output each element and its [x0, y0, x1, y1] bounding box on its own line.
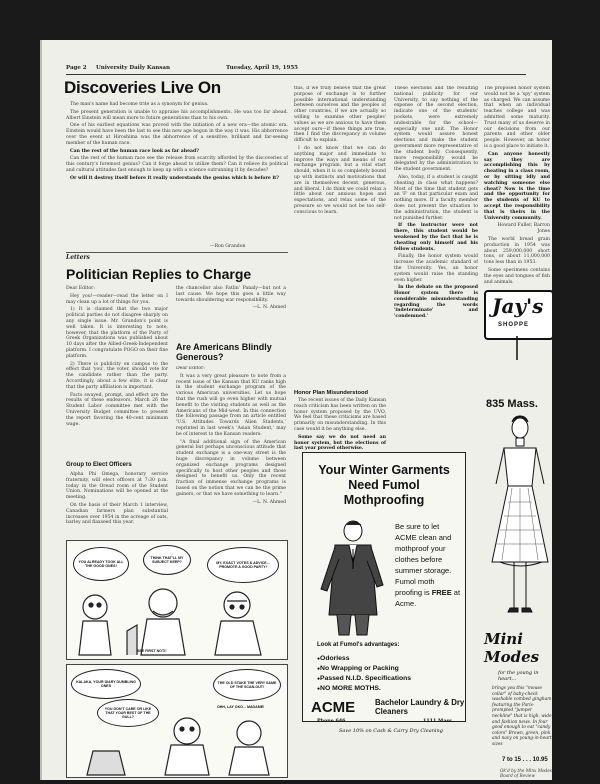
- editorial-signature: —Ron Grandon: [210, 244, 246, 249]
- masthead: [66, 64, 526, 75]
- mini-modes-tagline: for the young in heart...: [498, 670, 539, 682]
- letters-label: Letters: [66, 254, 90, 261]
- issue-date: Tuesday, April 19, 1955: [226, 65, 298, 71]
- paper-name: University Daily Kansan: [96, 65, 170, 71]
- column-three: [294, 86, 386, 386]
- jays-logo-stem: [510, 336, 524, 360]
- speech-bubble: THINK THAT'LL MY SUBJECT KEEP?: [143, 545, 191, 575]
- ad-pitch-text: Be sure to let ACME clean and mothproof your clothes before summer storage. Fumol moth proofing is: [395, 522, 452, 597]
- column-bold-paragraph: If the instructor were not there, this student would be weakened by the fact that he is cheating only himself and his fellow students.: [394, 223, 478, 252]
- letter-paragraph: 1) It is claimed that the two major political parties do not disagree sharply on any single issue. Mr. Grandon's point is well taken. It is interesting to note, however, that the platform of the Party of Greek Organizations was published about 10 days after the Allied-Greek-Independent platform. I congratulate POGO on their fine platform.: [66, 307, 168, 359]
- ad-advantages-list: [317, 654, 411, 694]
- page-edge: [40, 40, 42, 780]
- advantage-item: ● No Wrapping or Packing: [317, 664, 411, 674]
- jays-name: Jay's: [492, 294, 544, 318]
- editorial-paragraph: The present generation is unable to appraise his accomplishments. He was too far ahead. Albert Einstein will mean more to future generations than to his own.: [66, 109, 288, 121]
- cartoon-figures-illustration: [67, 715, 287, 777]
- ad-advantages-title: Look at Fumol's advantages:: [317, 642, 400, 648]
- column-paragraph: The proposed honor system would not be a 'spy' system as charged. We can assume that when an individual teaches college and was admitted some maturity. Trust many of us deserve in our decisions from our parents and other older people. However, an honor is a good place to initiate it.: [484, 86, 550, 149]
- acme-phone: Phone 646: [317, 718, 346, 724]
- cartoon-panel-top: [66, 540, 288, 660]
- column-paragraph: Finally, the honor system would increase the academic standard of the University. Yes, an honor system would raise the standing even higher.: [394, 254, 478, 283]
- acme-laundry-name: Bachelor Laundry & Dry Cleaners: [375, 698, 465, 716]
- advantage-item: ● NO MORE MOTHS.: [317, 684, 411, 694]
- column-paragraph: These elections and the resulting national publicity for our University, to say nothing of the expense of the second election, indicate one of the students' pockets, were extremely undesirable for the school—especially one unit. The Honor system would assure honest elections and make the student government more representative of the student body. Consequently, more responsibility would be delegated by the administration to the student government.: [394, 86, 478, 173]
- acme-brand: ACME: [311, 699, 356, 716]
- letter-signature: —L. N. Ahmed: [252, 499, 286, 505]
- speech-bubble: KALAKA, YOUR DIARY DUMBLING ONES: [71, 669, 141, 699]
- advantage-item: ● Odorless: [317, 654, 411, 664]
- generous-body: [176, 366, 286, 542]
- acme-mothproofing-ad: [302, 452, 466, 734]
- speech-bubble: YOU ALREADY TOOK ALL THE GOOD ONES!: [73, 547, 129, 581]
- column-paragraph: I do not know that we can do anything major and immediate to improve the ways and means of our exchange program, but a vital start should, when it is so completely bound up with instincts and motivations that are in themselves decent, generous, and liberal. I do think we could relax a little about our anxious hopes and expectations, and relax some of the pressure so we would not be too self-conscious to learn.: [294, 145, 386, 215]
- column-bold-paragraph: Some say we do not need an honor system, but the elections of last year proved otherwise.: [294, 434, 386, 452]
- ad-headline: Your Winter Garments Need Fumol Mothproofing: [318, 463, 450, 507]
- column-paragraph: The recent issues of the Daily Kansan reach criticism has been written on the honor system proposed by the UVO. We feel that these criticisms are based primarily on misunderstanding. In this case would it be anything else.: [294, 398, 386, 432]
- letter-paragraph: Facts swayed, prompt, and effect are the results of these endeavors. March 26 the Student Labor committee met with the University Budget committee to present the report favoring the 40-cent minimum wage.: [66, 392, 168, 427]
- speech-bubble: THE OLD STAKE THE VERY SAME OF THE SCAN-OUT!: [213, 669, 281, 701]
- jays-shoppe-label: SHOPPE: [498, 322, 530, 328]
- letter-paragraph: the chancellor also Fatlin' Panaly—but not a last cause. We hope this goes a little way towards shouldering war responsibility.: [176, 286, 286, 303]
- page-number: Page 2: [66, 65, 87, 71]
- cartoon-panel-bottom: [66, 664, 288, 778]
- editorial-paragraph: Can the rest of the human race see the release from scarcity afforded by the discoveries of this century's foremost genius? Can it forge ahead to utilize them? Can it relieve its political and cultural attitudes fast enough to keep up with a science outrunning it by decades?: [66, 156, 288, 173]
- speech-bubble: MY, EXACT VOTES & ADVICE... PROMOTE A GOOD PARTY!: [207, 547, 279, 583]
- divider: [66, 252, 288, 253]
- letter-signature: Howard Fuller, Barron Jones: [497, 223, 550, 235]
- editorial-paragraph: The man's name had become trite as a synonym for genius.: [70, 102, 209, 107]
- dress-model-illustration: [486, 412, 550, 626]
- mini-modes-approval: Ok'd by the Minx Modes Board of Review: [500, 768, 552, 779]
- honor-headline: Honor Plan Misunderstood: [294, 390, 369, 396]
- letter-continuation: [176, 286, 286, 313]
- jays-shoppe-logo: [484, 290, 550, 360]
- cartoon-caption: OHH, LAY OKO... MADAME!: [217, 705, 265, 709]
- letter-headline: Politician Replies to Charge: [66, 266, 252, 282]
- ad-free-word: FREE: [431, 588, 452, 597]
- column-bold-paragraph: Can anyone honestly say they are accomplishing this by cheating in a class room, or by sitting idly and watching someone else cheat? Now is the time and the opportunity for the students of KU to accept the responsibility that is theirs in the University community.: [484, 151, 550, 221]
- editorial-paragraph: One of his earliest equations was proved with the initiation of a new era—the atomic era. Einstein would have been the last to see this new age begun in the way it was. His abhorrence over the event at Hiroshima was the abhorrence of a sensitive, brilliant and far-seeing member of the human race.: [66, 123, 288, 146]
- column-paragraph: Also, today, if a student is caught cheating in class what happens? Most of the time that student gets an 'F' on that particular exam and nothing more. If a faculty member does not present the situation to the administration, the student is not punished further.: [394, 174, 478, 221]
- elect-paragraph: Alpha Phi Omega, honorary service fraternity, will elect officers at 7:30 p.m. today in the Oread room of the Student Union. Nominations will be opened at the meeting.: [66, 472, 168, 501]
- editorial-headline: Discoveries Live On: [64, 78, 221, 97]
- elect-paragraph: On the basis of their March 1 interview, Canadian farmers plan substantial increases over 1954 in the acreage of oats, barley and flaxseed this year.: [66, 502, 168, 526]
- column-paragraph: this, if we truly believe that the great purpose of exchange is to further possible international understanding between ourselves and the peoples of other countries, if we are actually so willing to examine other peoples' values as we are anxious to have them accept ours—if these things are true, then I find the discrepancy in volume difficult to explain.: [294, 86, 386, 144]
- advantage-item: ● Passed N.I.D. Specifications: [317, 674, 411, 684]
- letter-salutation: Dear Editor:: [66, 286, 95, 291]
- ad-pitch: [395, 521, 461, 609]
- cartoon-caption: SEE FIRST NOT!!: [137, 649, 167, 653]
- letter-body: [66, 286, 168, 429]
- column-five: [484, 86, 550, 286]
- editorial-question: Can the rest of the human race look as far ahead?: [70, 148, 199, 154]
- elect-body: [66, 472, 168, 528]
- honor-body: [294, 398, 386, 454]
- acme-discount: Save 10% on Cash & Carry Dry Cleaning: [339, 728, 443, 734]
- mini-modes-brand: Mini Modes: [484, 630, 540, 666]
- acme-address: 1111 Mass.: [423, 718, 454, 724]
- letter-salutation: Dear Editor:: [176, 366, 205, 371]
- speech-bubble: YOU DON'T CARE OR LIKE THAT YOUR BEST OF THE GULL?: [97, 699, 159, 727]
- newspaper-page: [40, 40, 552, 780]
- column-paragraph: Some specimens contains the eyes and tongues of fish and animals.: [484, 267, 550, 285]
- editorial-body: [66, 102, 288, 184]
- letter-signature: —L. N. Ahmed: [252, 305, 286, 311]
- elect-headline: Group to Elect Officers: [66, 462, 132, 468]
- letter-paragraph: "A final additional sign of the American general but perhaps unconscious attitude that student exchange is a one-way street is the huge discrepancy in volume between organized exchange programs designed specifically to host other peoples and those designed to benefit us. Only the recent fraction of immense exchange programs is based on the notion that we can be the prime gainers, or that we have something to learn.": [176, 439, 286, 497]
- ad-pitch-end: at Acme.: [395, 588, 461, 608]
- letter-paragraph: 2) There is publicity on campus to the effect that 'you', the voter, should vote for the candidate rather than the party. Accordingly, about a few elite, it is clear that the party affiliation is important.: [66, 361, 168, 390]
- editorial-question: Or will it destroy itself before it really understands the genius which is before it?: [70, 175, 279, 181]
- cartoon-figures-illustration: [67, 581, 287, 659]
- man-in-coat-illustration: [313, 519, 389, 637]
- jays-address: 835 Mass.: [486, 398, 538, 410]
- column-four: [394, 86, 478, 440]
- letter-paragraph: Hey you!—reader—read the letter on I may clean up a lot of things for you.: [66, 293, 168, 305]
- column-paragraph: The world bread grain production in 1954 was about 259,000,000 short tons, or about 11,000,000 tons less than in 1953.: [484, 236, 550, 266]
- mini-modes-copy: brings you this "mouse collar" of baby-check washable combed gingham featuring the Paris-prompted "jumper neckline" that is high, wide and fashion news. In four good enough to eat "candy colors" Brown, green, pink and navy on young-in-heart sizes: [492, 686, 552, 747]
- mini-modes-price: 7 to 15 . . . 10.95: [502, 757, 548, 763]
- generous-headline: Are Americans Blindly Generous?: [176, 342, 272, 362]
- column-bold-paragraph: In the debate on the proposed Honor system there is considerable misunderstanding regarding the words 'indeterminate' and 'condemned.': [394, 285, 478, 320]
- letter-paragraph: It was a very great pleasure to note from a recent issue of the Kansan that KU ranks high in the student exchange program of the various American universities. Let us hope that the rush will go even higher with mutual benefit to the visiting students as well as the Americans of the Mid-west. In this connection the following passage from an article entitled 'U.S. Attitudes Towards Alien Students,' reprinted in last week's 'Asian Student,' may be of interest to the Kansan readers:: [176, 373, 286, 437]
